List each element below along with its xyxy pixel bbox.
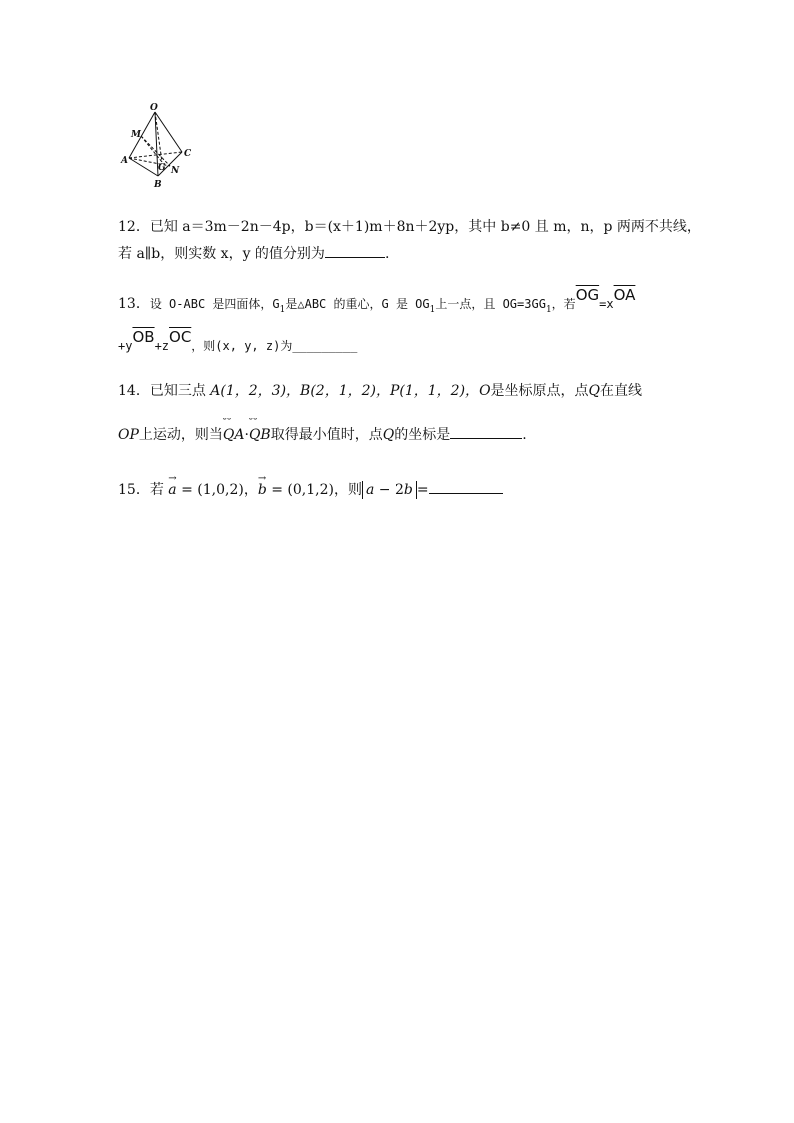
q14-text4: 上运动，则当 — [138, 427, 223, 443]
q12-answer-blank — [325, 243, 385, 258]
q13-sub2: 1 — [429, 304, 436, 315]
q15-text2: 则 — [347, 482, 362, 498]
q15-abs-b: b — [403, 482, 413, 498]
question-14-line2 — [118, 424, 527, 445]
q15-absolute-value — [362, 481, 417, 499]
q15-abs-a: a — [365, 482, 375, 498]
q14-dot: · — [244, 427, 249, 443]
q14-point-A: A(1，2，3)， — [210, 383, 301, 399]
q14-number: 14． — [118, 383, 150, 399]
q15-number: 15． — [118, 482, 150, 498]
q14-text3: 在直线 — [600, 383, 643, 399]
q13-sub3: 1 — [545, 304, 552, 315]
q14-point-Q: Q — [588, 383, 601, 399]
q13-sub1: 1 — [279, 304, 286, 315]
edge-AC — [129, 152, 182, 158]
edge-OC — [155, 112, 182, 152]
label-C: C — [184, 149, 192, 159]
vector-OB: $\overline{OB}$ — [132, 328, 155, 346]
q13-plus-y: +y — [118, 339, 133, 353]
q13-text2: 是△ABC 的重心，G 是 OG — [285, 297, 430, 311]
q14-end: . — [522, 427, 527, 443]
vector-b: → b — [258, 480, 267, 500]
q14-point-O: O — [479, 383, 491, 399]
tetrahedron-figure — [112, 100, 202, 192]
vector-QA: ˘˘ QA — [223, 425, 245, 445]
vector-OA: $\overline{OA}$ — [613, 286, 636, 304]
q15-equals: = — [416, 482, 429, 498]
q13-text4: ，若 — [551, 297, 576, 311]
q13-answer-blank: _________ — [292, 339, 358, 353]
q14-line-OP: OP — [118, 427, 139, 443]
q14-text6: 的坐标是 — [394, 427, 451, 443]
q14-text2: 是坐标原点，点 — [490, 383, 589, 399]
question-13-line1 — [118, 286, 636, 320]
q15-b-value: = (0,1,2)， — [266, 482, 348, 498]
q14-answer-blank — [450, 424, 522, 439]
q14-point-B: B(2，1，2)， — [300, 383, 390, 399]
label-A: A — [121, 156, 128, 166]
q12-number: 12． — [118, 219, 150, 235]
label-B: B — [154, 180, 162, 190]
tetrahedron-diagram — [112, 100, 202, 192]
vector-a: → a — [168, 480, 176, 500]
segment-MG — [141, 136, 162, 162]
q14-point-P: P(1，1，2)， — [389, 383, 480, 399]
edge-AB — [129, 158, 158, 176]
vector-QB: ˘˘ QB — [249, 425, 271, 445]
label-G: G — [158, 163, 166, 173]
q13-text1: 设 O-ABC 是四面体，G — [149, 297, 280, 311]
question-15-line1 — [118, 479, 503, 500]
label-O: O — [150, 103, 158, 113]
q13-number: 13． — [118, 296, 150, 312]
question-12-line2 — [118, 243, 389, 264]
q12-text2: 其中 b≠0 且 m，n，p 两两不共线， — [468, 219, 701, 235]
q12-text1: 已知 — [149, 219, 183, 235]
label-N: N — [171, 166, 180, 176]
q12-end: . — [384, 246, 390, 262]
label-M: M — [131, 130, 141, 140]
question-13-line2 — [118, 328, 358, 356]
vector-OC: $\overline{OC}$ — [169, 328, 192, 346]
q12-line2-text: 若 a∥b，则实数 x，y 的值分别为 — [118, 246, 325, 262]
q14-text1: 已知三点 — [149, 383, 211, 399]
q13-text3: 上一点，且 OG=3GG — [435, 297, 546, 311]
q14-point-Q2: Q — [382, 427, 395, 443]
vector-OG: $\overline{OG}$ — [575, 286, 600, 304]
q13-eq-x: =x — [599, 297, 614, 311]
q15-text1: 若 — [149, 482, 169, 498]
q13-plus-z: +z — [154, 339, 170, 353]
q15-answer-blank — [429, 479, 503, 494]
question-12-line1 — [118, 217, 701, 237]
q15-a-value: = (1,0,2)， — [176, 482, 258, 498]
q12-equation: a＝3m－2n－4p，b＝(x＋1)m＋8n＋2yp， — [182, 219, 469, 235]
q15-abs-minus: − 2 — [374, 482, 404, 498]
q13-text-then: ，则(x, y, z)为 — [191, 339, 293, 353]
question-14-line1 — [118, 381, 642, 401]
q14-text5: 取得最小值时，点 — [270, 427, 383, 443]
